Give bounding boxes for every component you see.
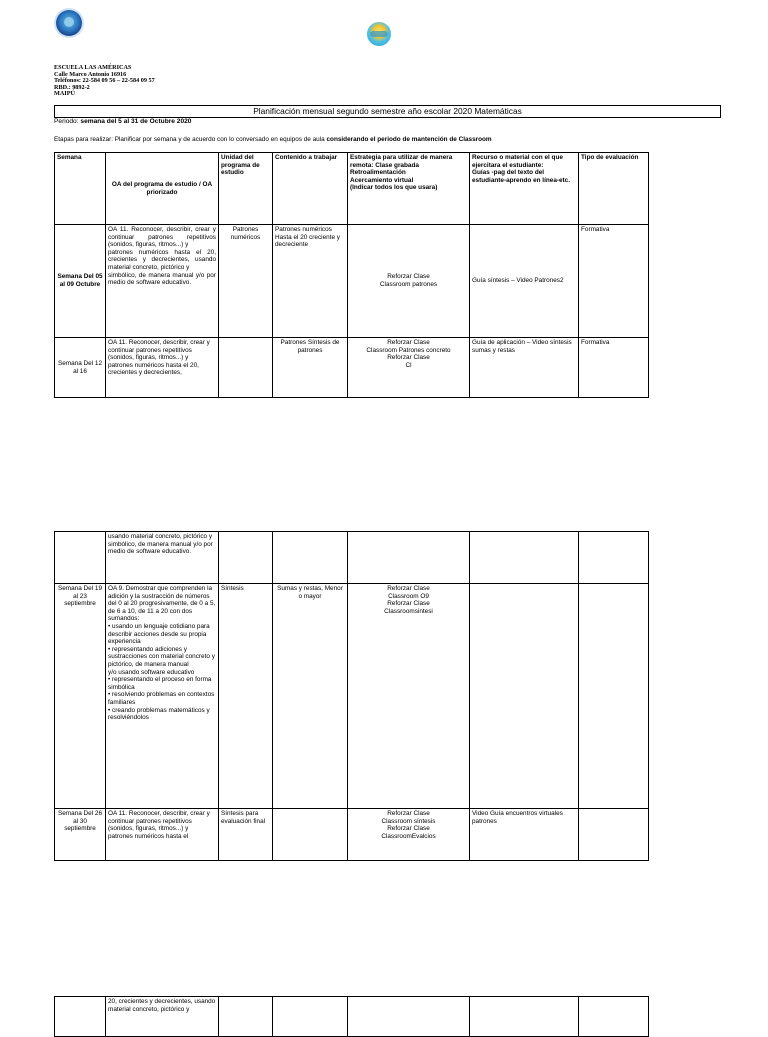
school-seal-logo [56,10,82,36]
cell-estrategia [348,997,470,1037]
cell-estrategia [348,532,470,584]
cell-unidad: Síntesis [219,584,273,809]
cell-oa: OA 9. Demostrar que comprenden la adición y la sustracción de números del 0 al 20 progresivamente, de 0 a 5, de 6 a 10, de 11 a 20 con dos sumandos: • usando un lenguaje cotidiano para describir acciones desde su propia experiencia • representando adiciones y sustracciones con material concreto y pictórico, de manera manual y/o usando software educativo • representando el proceso en forma simbólica • resolviendo problemas en contextos familiares • creando problemas matemáticos y resolviéndolos [106,584,219,809]
cell-recurso [470,997,579,1037]
header-contenido: Contenido a trabajar [273,153,348,225]
header-recurso: Recurso o material con el que ejercitara el estudiante: Guías -pag del texto del estudiante-aprendo en línea-etc. [470,153,579,225]
cell-tipo [579,532,649,584]
table-row [55,809,649,861]
cell-tipo: Formativa [579,225,649,338]
etapas-text: Etapas para realizar: Planificar por semana y de acuerdo con lo conversado en equipos de aula [54,136,327,143]
periodo-line [54,118,191,126]
table-row [55,997,649,1037]
header-tipo: Tipo de evaluación [579,153,649,225]
document-title: Planificación mensual segundo semestre año escolar 2020 Matemáticas [54,105,721,118]
header-oa: OA del programa de estudio / OA priorizado [106,153,219,225]
school-address: Calle Marco Antonio 16916 [54,70,127,78]
cell-estrategia: Reforzar Clase Classroom patrones [348,225,470,338]
school-city: MAIPÚ [54,90,75,98]
planning-table-3 [54,996,649,1037]
table-row [55,225,649,338]
cell-semana [55,532,106,584]
table-row [55,584,649,809]
cell-oa: OA 11. Reconocer, describir, crear y continuar patrones repetitivos (sonidos, figuras, ritmos...) y patrones numéricos hasta el 20, crecientes y decrecientes, [106,338,219,398]
planning-table-1 [54,152,649,398]
cell-contenido [273,809,348,861]
cell-unidad: Patrones numéricos [219,225,273,338]
etapas-line [54,136,492,144]
table-row [55,338,649,398]
cell-oa: usando material concreto, pictórico y simbólico, de manera manual y/o por medio de software educativo. [106,532,219,584]
school-name: ESCUELA LAS AMÉRICAS [54,64,132,71]
cell-unidad [219,997,273,1037]
globe-logo [367,22,391,46]
cell-contenido [273,532,348,584]
school-rbd: RBD.: 9892-2 [54,83,90,91]
cell-contenido: Sumas y restas, Menor o mayor [273,584,348,809]
school-info [54,65,155,98]
cell-oa: 20, crecientes y decrecientes, usando material concreto, pictórico y [106,997,219,1037]
cell-semana: Semana Del 12 al 16 [55,338,106,398]
cell-semana: Semana Del 19 al 23 septiembre [55,584,106,809]
cell-unidad: Síntesis para evaluación final [219,809,273,861]
etapas-bold: considerando el periodo de mantención de Classroom [326,136,492,143]
header-estrategia: Estrategia para utilizar de manera remota: Clase grabada Retroalimentación Acercamiento virtual (Indicar todos los que usara) [348,153,470,225]
cell-semana [55,997,106,1037]
planning-table-2 [54,531,649,861]
periodo-label: Periodo: [54,118,81,125]
cell-oa: OA 11. Reconocer, describir, crear y continuar patrones repetitivos (sonidos, figuras, ritmos...) y patrones numéricos hasta el 20, crecientes y decrecientes, usando material concreto, pictórico y simbólico, de manera manual y/o por medio de software educativo. [106,225,219,338]
cell-tipo: Formativa [579,338,649,398]
cell-recurso [470,584,579,809]
cell-recurso [470,532,579,584]
cell-semana: Semana Del 05 al 09 Octubre [55,225,106,338]
cell-oa: OA 11. Reconocer, describir, crear y continuar patrones repetitivos (sonidos, figuras, ritmos...) y patrones numéricos hasta el [106,809,219,861]
cell-estrategia: Reforzar Clase Classroom O9 Reforzar Clase Classroomsintesi [348,584,470,809]
cell-estrategia: Reforzar Clase Classroom Patrones concreto Reforzar Clase Cl [348,338,470,398]
cell-tipo [579,809,649,861]
cell-contenido [273,997,348,1037]
cell-tipo [579,584,649,809]
cell-recurso: Guía síntesis – Video Patrones2 [470,225,579,338]
cell-recurso: Guía de aplicación – Video síntesis sumas y restas [470,338,579,398]
cell-estrategia: Reforzar Clase Classroom síntesis Reforzar Clase ClassroomEvalcios [348,809,470,861]
table-row [55,532,649,584]
table-header-row [55,153,649,225]
periodo-value: semana del 5 al 31 de Octubre 2020 [80,118,192,125]
cell-tipo [579,997,649,1037]
cell-unidad [219,532,273,584]
cell-recurso: Video Guía encuentros virtuales patrones [470,809,579,861]
cell-unidad [219,338,273,398]
cell-contenido: Patrones Síntesis de patrones [273,338,348,398]
header-unidad: Unidad del programa de estudio [219,153,273,225]
header-semana: Semana [55,153,106,225]
cell-semana: Semana Del 26 al 30 septiembre [55,809,106,861]
cell-contenido: Patrones numéricos Hasta el 20 creciente y decreciente [273,225,348,338]
school-phones: Teléfonos: 22-584 09 56 – 22-584 09 57 [54,77,155,85]
